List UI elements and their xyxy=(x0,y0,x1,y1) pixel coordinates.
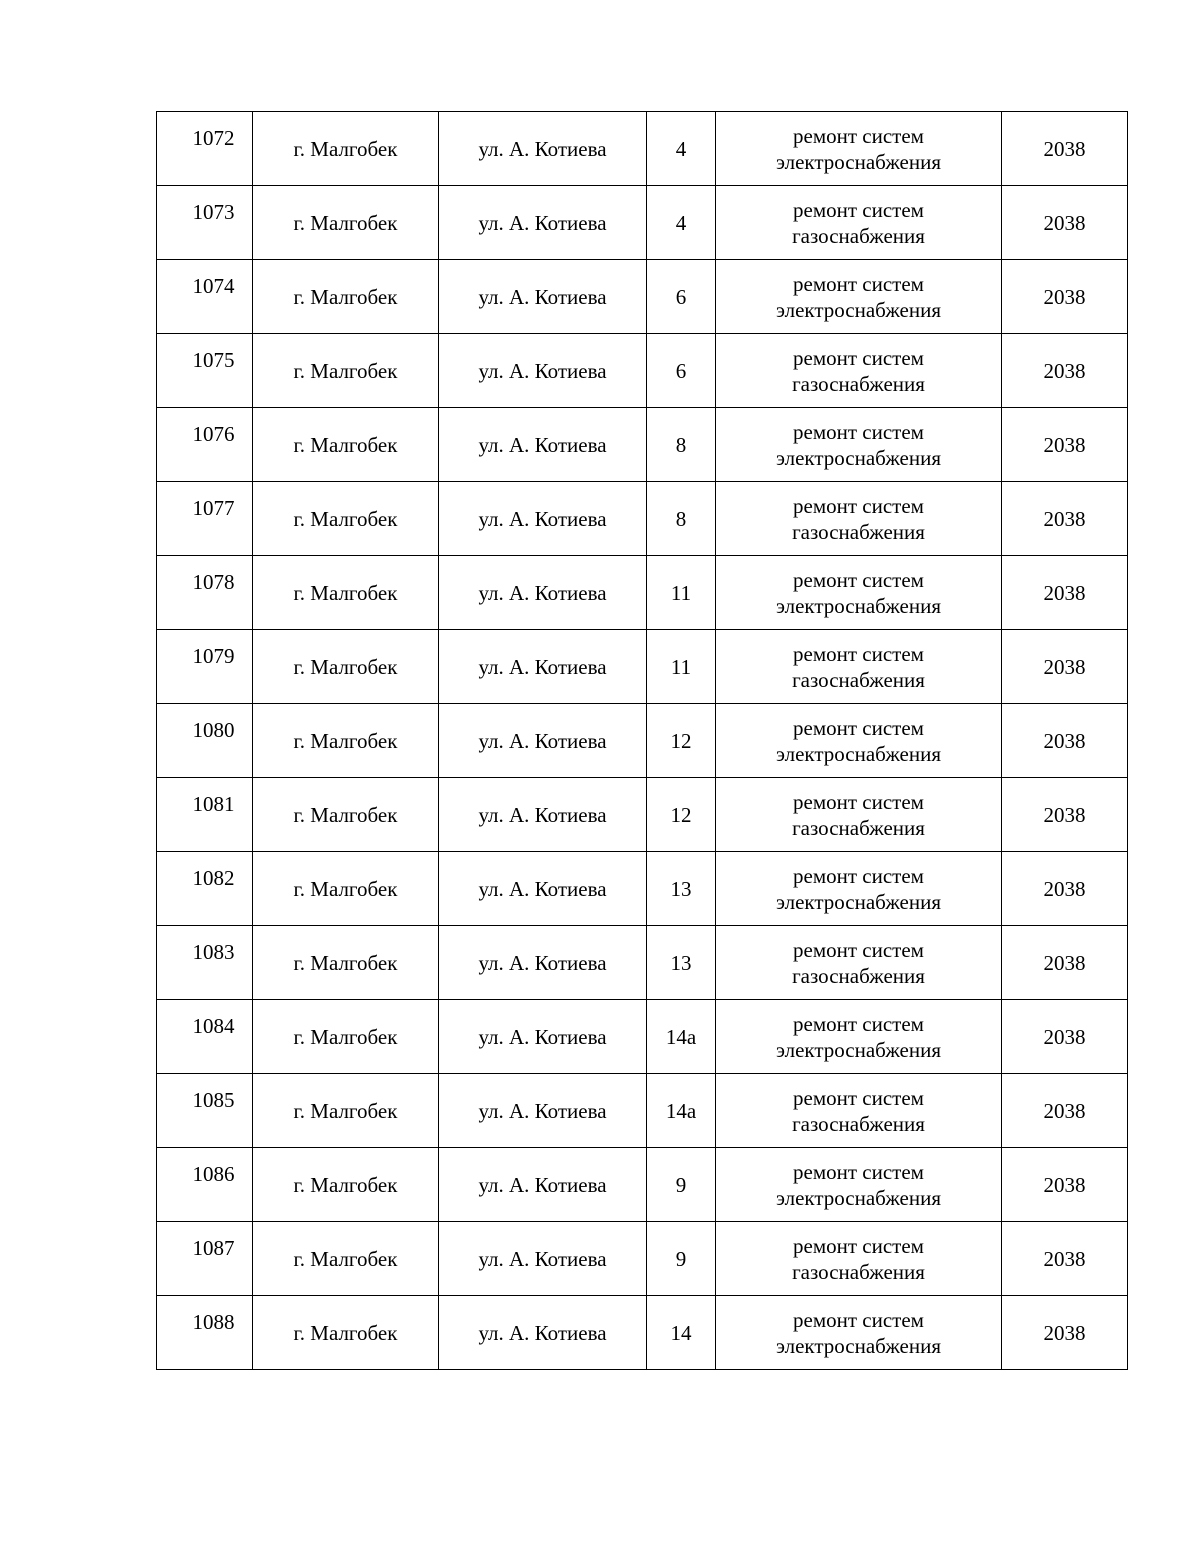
work-type-line-1: ремонт систем xyxy=(793,197,924,222)
table-row xyxy=(157,1296,1128,1370)
table-row xyxy=(157,260,1128,334)
year-cell: 2038 xyxy=(1002,1148,1128,1222)
street-cell: ул. А. Котиева xyxy=(439,1074,647,1148)
city-cell: г. Малгобек xyxy=(253,408,439,482)
table-row xyxy=(157,926,1128,1000)
work-type-line-1: ремонт систем xyxy=(793,1085,924,1110)
house-number-cell: 11 xyxy=(647,630,716,704)
work-type-cell xyxy=(716,408,1002,482)
row-number-cell: 1075 xyxy=(157,334,253,408)
work-type-line-2: электроснабжения xyxy=(775,593,942,618)
work-type-line-2: газоснабжения xyxy=(792,963,925,988)
street-cell: ул. А. Котиева xyxy=(439,704,647,778)
street-cell: ул. А. Котиева xyxy=(439,408,647,482)
work-type-cell xyxy=(716,852,1002,926)
work-type-cell xyxy=(716,1000,1002,1074)
house-number-cell: 6 xyxy=(647,260,716,334)
city-cell: г. Малгобек xyxy=(253,556,439,630)
work-type-line-1: ремонт систем xyxy=(793,1307,924,1332)
row-number-cell: 1087 xyxy=(157,1222,253,1296)
row-number-cell: 1077 xyxy=(157,482,253,556)
city-cell: г. Малгобек xyxy=(253,1148,439,1222)
table-row xyxy=(157,778,1128,852)
house-number-cell: 4 xyxy=(647,112,716,186)
work-type-cell xyxy=(716,778,1002,852)
city-cell: г. Малгобек xyxy=(253,1296,439,1370)
year-cell: 2038 xyxy=(1002,186,1128,260)
row-number-cell: 1084 xyxy=(157,1000,253,1074)
table-row xyxy=(157,1148,1128,1222)
work-type-line-2: газоснабжения xyxy=(792,815,925,840)
house-number-cell: 9 xyxy=(647,1148,716,1222)
city-cell: г. Малгобек xyxy=(253,1000,439,1074)
work-type-cell xyxy=(716,704,1002,778)
work-type-line-1: ремонт систем xyxy=(793,863,924,888)
repair-schedule-table xyxy=(156,111,1128,1370)
table-row xyxy=(157,334,1128,408)
work-type-cell xyxy=(716,1074,1002,1148)
row-number-cell: 1085 xyxy=(157,1074,253,1148)
year-cell: 2038 xyxy=(1002,260,1128,334)
work-type-line-2: газоснабжения xyxy=(792,223,925,248)
city-cell: г. Малгобек xyxy=(253,1074,439,1148)
house-number-cell: 4 xyxy=(647,186,716,260)
work-type-line-2: электроснабжения xyxy=(775,297,942,322)
city-cell: г. Малгобек xyxy=(253,852,439,926)
street-cell: ул. А. Котиева xyxy=(439,926,647,1000)
row-number-cell: 1079 xyxy=(157,630,253,704)
work-type-line-2: электроснабжения xyxy=(775,889,942,914)
work-type-cell xyxy=(716,334,1002,408)
street-cell: ул. А. Котиева xyxy=(439,482,647,556)
street-cell: ул. А. Котиева xyxy=(439,630,647,704)
table-row xyxy=(157,186,1128,260)
row-number-cell: 1082 xyxy=(157,852,253,926)
street-cell: ул. А. Котиева xyxy=(439,1000,647,1074)
work-type-line-1: ремонт систем xyxy=(793,1233,924,1258)
work-type-line-1: ремонт систем xyxy=(793,345,924,370)
house-number-cell: 14а xyxy=(647,1000,716,1074)
street-cell: ул. А. Котиева xyxy=(439,186,647,260)
table-body xyxy=(157,112,1128,1370)
work-type-line-1: ремонт систем xyxy=(793,567,924,592)
house-number-cell: 12 xyxy=(647,704,716,778)
table-row xyxy=(157,112,1128,186)
house-number-cell: 14а xyxy=(647,1074,716,1148)
work-type-line-2: газоснабжения xyxy=(792,667,925,692)
year-cell: 2038 xyxy=(1002,1074,1128,1148)
street-cell: ул. А. Котиева xyxy=(439,556,647,630)
row-number-cell: 1080 xyxy=(157,704,253,778)
work-type-cell xyxy=(716,1296,1002,1370)
year-cell: 2038 xyxy=(1002,482,1128,556)
work-type-line-2: электроснабжения xyxy=(775,1037,942,1062)
table-row xyxy=(157,408,1128,482)
street-cell: ул. А. Котиева xyxy=(439,1296,647,1370)
street-cell: ул. А. Котиева xyxy=(439,334,647,408)
year-cell: 2038 xyxy=(1002,1000,1128,1074)
city-cell: г. Малгобек xyxy=(253,630,439,704)
work-type-line-2: электроснабжения xyxy=(775,149,942,174)
row-number-cell: 1086 xyxy=(157,1148,253,1222)
year-cell: 2038 xyxy=(1002,778,1128,852)
work-type-line-2: газоснабжения xyxy=(792,1111,925,1136)
city-cell: г. Малгобек xyxy=(253,112,439,186)
street-cell: ул. А. Котиева xyxy=(439,1222,647,1296)
table-row xyxy=(157,1000,1128,1074)
work-type-line-1: ремонт систем xyxy=(793,419,924,444)
year-cell: 2038 xyxy=(1002,1296,1128,1370)
work-type-cell xyxy=(716,630,1002,704)
row-number-cell: 1088 xyxy=(157,1296,253,1370)
house-number-cell: 13 xyxy=(647,926,716,1000)
table-row xyxy=(157,482,1128,556)
city-cell: г. Малгобек xyxy=(253,1222,439,1296)
row-number-cell: 1076 xyxy=(157,408,253,482)
row-number-cell: 1072 xyxy=(157,112,253,186)
year-cell: 2038 xyxy=(1002,334,1128,408)
year-cell: 2038 xyxy=(1002,1222,1128,1296)
house-number-cell: 8 xyxy=(647,408,716,482)
work-type-line-2: электроснабжения xyxy=(775,445,942,470)
street-cell: ул. А. Котиева xyxy=(439,852,647,926)
work-type-cell xyxy=(716,926,1002,1000)
street-cell: ул. А. Котиева xyxy=(439,778,647,852)
work-type-line-2: электроснабжения xyxy=(775,741,942,766)
work-type-cell xyxy=(716,556,1002,630)
house-number-cell: 9 xyxy=(647,1222,716,1296)
house-number-cell: 6 xyxy=(647,334,716,408)
work-type-cell xyxy=(716,1148,1002,1222)
year-cell: 2038 xyxy=(1002,112,1128,186)
work-type-line-1: ремонт систем xyxy=(793,715,924,740)
table-row xyxy=(157,1222,1128,1296)
work-type-line-2: газоснабжения xyxy=(792,371,925,396)
house-number-cell: 14 xyxy=(647,1296,716,1370)
street-cell: ул. А. Котиева xyxy=(439,112,647,186)
work-type-cell xyxy=(716,482,1002,556)
year-cell: 2038 xyxy=(1002,926,1128,1000)
row-number-cell: 1081 xyxy=(157,778,253,852)
city-cell: г. Малгобек xyxy=(253,334,439,408)
work-type-line-2: газоснабжения xyxy=(792,519,925,544)
year-cell: 2038 xyxy=(1002,556,1128,630)
year-cell: 2038 xyxy=(1002,630,1128,704)
house-number-cell: 8 xyxy=(647,482,716,556)
work-type-cell xyxy=(716,112,1002,186)
city-cell: г. Малгобек xyxy=(253,186,439,260)
table-row xyxy=(157,852,1128,926)
city-cell: г. Малгобек xyxy=(253,778,439,852)
row-number-cell: 1078 xyxy=(157,556,253,630)
table-row xyxy=(157,1074,1128,1148)
work-type-cell xyxy=(716,186,1002,260)
work-type-cell xyxy=(716,1222,1002,1296)
year-cell: 2038 xyxy=(1002,852,1128,926)
year-cell: 2038 xyxy=(1002,704,1128,778)
work-type-line-1: ремонт систем xyxy=(793,493,924,518)
table-row xyxy=(157,630,1128,704)
work-type-line-2: электроснабжения xyxy=(775,1185,942,1210)
street-cell: ул. А. Котиева xyxy=(439,1148,647,1222)
work-type-line-1: ремонт систем xyxy=(793,641,924,666)
work-type-line-1: ремонт систем xyxy=(793,123,924,148)
house-number-cell: 13 xyxy=(647,852,716,926)
work-type-line-1: ремонт систем xyxy=(793,1011,924,1036)
city-cell: г. Малгобек xyxy=(253,260,439,334)
year-cell: 2038 xyxy=(1002,408,1128,482)
city-cell: г. Малгобек xyxy=(253,704,439,778)
work-type-line-2: газоснабжения xyxy=(792,1259,925,1284)
city-cell: г. Малгобек xyxy=(253,926,439,1000)
work-type-cell xyxy=(716,260,1002,334)
work-type-line-1: ремонт систем xyxy=(793,789,924,814)
work-type-line-2: электроснабжения xyxy=(775,1333,942,1358)
work-type-line-1: ремонт систем xyxy=(793,937,924,962)
city-cell: г. Малгобек xyxy=(253,482,439,556)
house-number-cell: 11 xyxy=(647,556,716,630)
table-row xyxy=(157,704,1128,778)
house-number-cell: 12 xyxy=(647,778,716,852)
street-cell: ул. А. Котиева xyxy=(439,260,647,334)
row-number-cell: 1073 xyxy=(157,186,253,260)
row-number-cell: 1083 xyxy=(157,926,253,1000)
row-number-cell: 1074 xyxy=(157,260,253,334)
work-type-line-1: ремонт систем xyxy=(793,1159,924,1184)
work-type-line-1: ремонт систем xyxy=(793,271,924,296)
table-row xyxy=(157,556,1128,630)
